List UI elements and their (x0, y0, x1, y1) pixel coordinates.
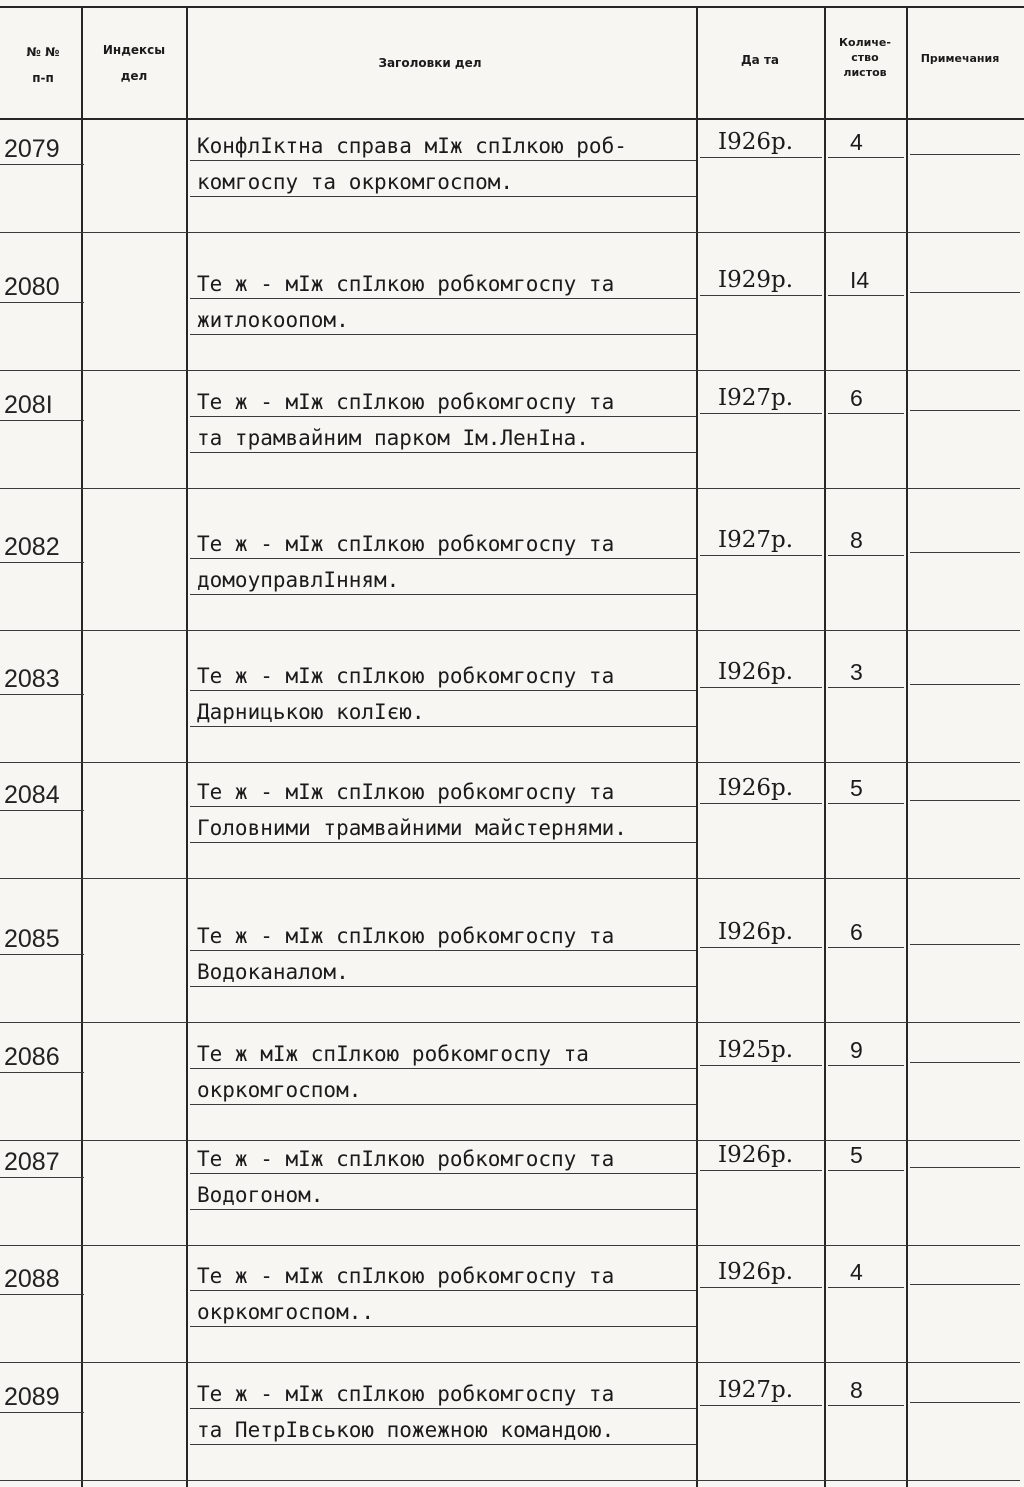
case-title-line2: домоуправлIнням. (197, 568, 400, 592)
case-title (197, 1036, 697, 1108)
case-date: I926р. (718, 919, 794, 945)
case-number: 2084 (4, 781, 60, 809)
header-num-line1: № № (26, 45, 60, 59)
number-underline (0, 1412, 84, 1413)
row-separator (0, 1022, 1020, 1023)
date-underline (700, 157, 822, 158)
sheets-underline (828, 1170, 904, 1171)
number-underline (0, 1177, 84, 1178)
date-underline (700, 1065, 822, 1066)
case-title (197, 774, 697, 846)
sheets-underline (828, 947, 904, 948)
case-title (197, 526, 697, 598)
sheets-underline (828, 157, 904, 158)
row-separator (0, 232, 1020, 233)
case-title (197, 1141, 697, 1213)
title-underline (190, 690, 696, 691)
title-underline (190, 986, 696, 987)
case-title (197, 384, 697, 456)
number-underline (0, 694, 84, 695)
notes-underline (910, 410, 1020, 411)
case-number: 2080 (4, 273, 60, 301)
notes-underline (910, 684, 1020, 685)
case-number: 208I (4, 391, 53, 419)
case-number: 2082 (4, 533, 60, 561)
number-underline (0, 562, 84, 563)
title-underline (190, 416, 696, 417)
row-separator (0, 878, 1020, 879)
sheet-count: 5 (850, 1142, 863, 1168)
sheets-underline (828, 413, 904, 414)
row-separator (0, 630, 1020, 631)
title-underline (190, 334, 696, 335)
sheets-underline (828, 687, 904, 688)
row-separator (0, 1362, 1020, 1363)
case-title-line1: Те ж - мIж спIлкою робкомгоспу та (197, 1264, 615, 1288)
number-underline (0, 1294, 84, 1295)
case-date: I926р. (718, 1142, 794, 1168)
case-number: 2088 (4, 1265, 60, 1293)
case-number: 2089 (4, 1383, 60, 1411)
case-date: I926р. (718, 775, 794, 801)
case-date: I925р. (718, 1037, 794, 1063)
header-title: Заголовки дел (378, 56, 482, 70)
case-title (197, 266, 697, 338)
case-date: I927р. (718, 385, 794, 411)
row-separator (0, 1480, 1020, 1481)
sheets-underline (828, 555, 904, 556)
date-underline (700, 1170, 822, 1171)
case-number: 2087 (4, 1148, 60, 1176)
sheet-count: 9 (850, 1037, 863, 1063)
case-title-line2: житлокоопом. (197, 308, 349, 332)
case-date: I926р. (718, 659, 794, 685)
title-underline (190, 1444, 696, 1445)
case-title-line2: Водогоном. (197, 1183, 324, 1207)
title-underline (190, 196, 696, 197)
case-title-line1: Те ж - мIж спIлкою робкомгоспу та (197, 924, 615, 948)
case-date: I926р. (718, 129, 794, 155)
notes-underline (910, 292, 1020, 293)
case-date: I926р. (718, 1259, 794, 1285)
sheets-underline (828, 1065, 904, 1066)
case-number: 2079 (4, 135, 60, 163)
header-num (8, 44, 78, 87)
title-underline (190, 1290, 696, 1291)
number-underline (0, 420, 84, 421)
row-separator (0, 1245, 1020, 1246)
date-underline (700, 1287, 822, 1288)
case-title-line2: Дарницькою колIєю. (197, 700, 425, 724)
case-number: 2085 (4, 925, 60, 953)
sheet-count: 4 (850, 1259, 863, 1285)
title-underline (190, 1104, 696, 1105)
title-underline (190, 298, 696, 299)
header-index-line1: Индексы (102, 43, 166, 57)
title-underline (190, 558, 696, 559)
case-date: I927р. (718, 527, 794, 553)
date-underline (700, 1405, 822, 1406)
title-underline (190, 1408, 696, 1409)
case-title (197, 918, 697, 990)
header-count-line3: листов (843, 66, 887, 79)
column-divider (186, 8, 188, 1487)
row-separator (0, 370, 1020, 371)
header-count-line1: Количе- (839, 36, 891, 49)
header-index-line2: дел (120, 69, 148, 83)
notes-underline (910, 552, 1020, 553)
sheet-count: 3 (850, 659, 863, 685)
case-title-line1: КонфлIктна справа мIж спIлкою роб- (197, 134, 627, 158)
sheets-underline (828, 295, 904, 296)
case-title-line1: Те ж - мIж спIлкою робкомгоспу та (197, 780, 615, 804)
sheets-underline (828, 1405, 904, 1406)
header-bottom-rule (0, 118, 1024, 120)
case-title-line1: Те ж - мIж спIлкою робкомгоспу та (197, 272, 615, 296)
date-underline (700, 803, 822, 804)
sheet-count: 5 (850, 775, 863, 801)
row-separator (0, 488, 1020, 489)
number-underline (0, 164, 84, 165)
number-underline (0, 1072, 84, 1073)
case-number: 2086 (4, 1043, 60, 1071)
title-underline (190, 842, 696, 843)
title-underline (190, 452, 696, 453)
date-underline (700, 947, 822, 948)
case-title-line1: Те ж - мIж спIлкою робкомгоспу та (197, 1382, 615, 1406)
date-underline (700, 555, 822, 556)
header-date: Да та (740, 53, 779, 67)
date-underline (700, 413, 822, 414)
sheet-count: 6 (850, 919, 863, 945)
case-title-line2: Водоканалом. (197, 960, 349, 984)
case-title-line2: окркомгоспом.. (197, 1300, 375, 1324)
case-number: 2083 (4, 665, 60, 693)
case-title (197, 128, 697, 200)
case-title-line2: комгоспу та окркомгоспом. (197, 170, 514, 194)
case-title-line2: Головними трамвайними майстернями. (197, 816, 627, 840)
sheet-count: I4 (850, 267, 870, 293)
title-underline (190, 1068, 696, 1069)
header-top-rule (0, 6, 1024, 8)
title-underline (190, 1173, 696, 1174)
number-underline (0, 302, 84, 303)
date-underline (700, 687, 822, 688)
case-title (197, 1258, 697, 1330)
header-count-line2: ство (851, 51, 879, 64)
case-title (197, 1376, 697, 1448)
case-title-line1: Те ж - мIж спIлкою робкомгоспу та (197, 1147, 615, 1171)
title-underline (190, 1209, 696, 1210)
title-underline (190, 160, 696, 161)
header-notes: Примечания (920, 52, 1000, 65)
notes-underline (910, 800, 1020, 801)
sheet-count: 4 (850, 129, 863, 155)
case-title-line1: Те ж - мIж спIлкою робкомгоспу та (197, 390, 615, 414)
notes-underline (910, 1284, 1020, 1285)
date-underline (700, 295, 822, 296)
column-divider (906, 8, 908, 1487)
notes-underline (910, 944, 1020, 945)
header-index (84, 42, 184, 85)
notes-underline (910, 1402, 1020, 1403)
notes-underline (910, 154, 1020, 155)
case-date: I927р. (718, 1377, 794, 1403)
header-num-line2: п-п (32, 71, 54, 85)
notes-underline (910, 1062, 1020, 1063)
number-underline (0, 810, 84, 811)
title-underline (190, 1326, 696, 1327)
header-count (826, 35, 904, 80)
case-title-line1: Те ж - мIж спIлкою робкомгоспу та (197, 532, 615, 556)
notes-underline (910, 1167, 1020, 1168)
title-underline (190, 726, 696, 727)
sheet-count: 8 (850, 527, 863, 553)
case-title-line2: та трамвайним парком Iм.ЛенIна. (197, 426, 589, 450)
number-underline (0, 954, 84, 955)
case-title-line2: та ПетрIвською пожежною командою. (197, 1418, 615, 1442)
title-underline (190, 950, 696, 951)
sheets-underline (828, 1287, 904, 1288)
sheets-underline (828, 803, 904, 804)
case-title-line1: Те ж мIж спIлкою робкомгоспу та (197, 1042, 589, 1066)
case-date: I929р. (718, 267, 794, 293)
case-title-line2: окркомгоспом. (197, 1078, 362, 1102)
title-underline (190, 806, 696, 807)
sheet-count: 6 (850, 385, 863, 411)
sheet-count: 8 (850, 1377, 863, 1403)
case-title-line1: Те ж - мIж спIлкою робкомгоспу та (197, 664, 615, 688)
row-separator (0, 762, 1020, 763)
case-title (197, 658, 697, 730)
title-underline (190, 594, 696, 595)
